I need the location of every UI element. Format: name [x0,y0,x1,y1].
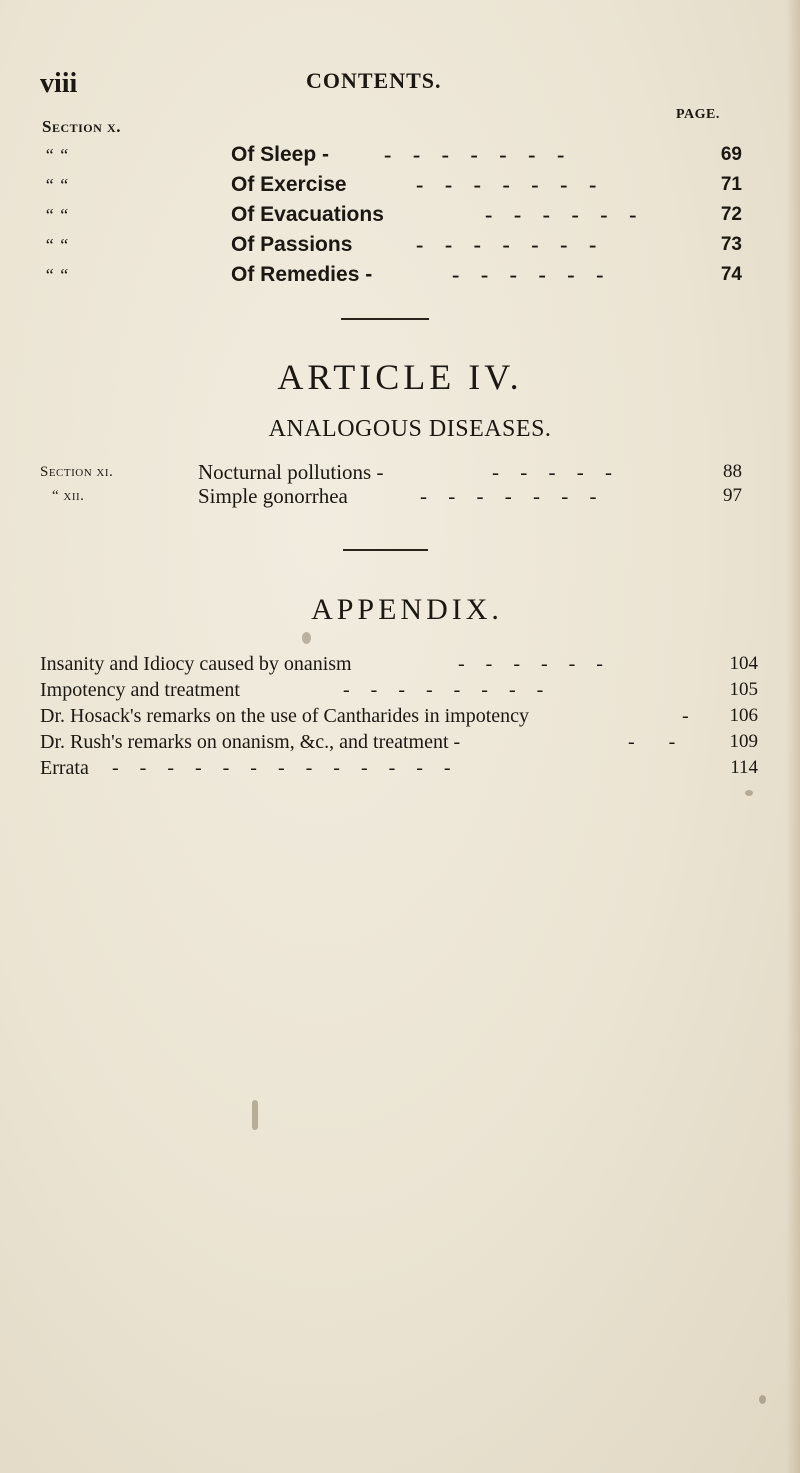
dot-leader: - [682,705,697,727]
paper-speck [302,632,311,644]
running-head: CONTENTS. [306,68,442,93]
page-column-label: PAGE. [676,107,720,122]
appendix-entry-title: Dr. Rush's remarks on onanism, &c., and treatment - [40,731,461,753]
toc-page-number: 97 [723,485,742,506]
toc-entry-title: Of Sleep - [231,143,330,166]
dot-leader: - - - - - - - [420,484,605,508]
ditto-marks: “ “ [44,145,69,165]
ditto-marks: “ “ [44,175,69,195]
ditto-marks: “ “ [44,235,69,255]
ditto-marks: “ “ [44,205,69,225]
paper-speck [252,1100,258,1130]
dot-leader: - - - - - - [452,262,612,287]
toc-entry [0,171,800,199]
toc-entry-title: Of Exercise [231,173,347,196]
article-heading: ARTICLE IV. [277,357,523,397]
dot-leader: - - [628,731,684,753]
section-label: “ xii. [52,488,85,504]
toc-entry [0,201,800,229]
appendix-heading: APPENDIX. [311,593,503,626]
dot-leader: - - - - - - - - [343,679,552,701]
section-label: Section xi. [40,464,114,480]
appendix-entry [40,651,760,677]
appendix-entry [40,729,760,755]
toc-entry [0,141,800,169]
appendix-page-number: 105 [729,679,758,700]
appendix-entry [40,703,760,729]
toc-entry-title: Of Remedies - [231,263,373,286]
toc-entry [0,482,800,510]
dot-leader: - - - - - - [458,653,611,675]
dot-leader: - - - - - - - [416,172,605,197]
section-divider [343,549,428,551]
appendix-page-number: 114 [730,757,758,778]
toc-page-number: 69 [720,144,742,165]
appendix-page-number: 106 [729,705,758,726]
toc-page-number: 72 [720,204,742,225]
toc-entry [0,261,800,289]
toc-entry-title: Simple gonorrhea [198,484,348,508]
paper-speck [759,1395,766,1404]
appendix-page-number: 104 [729,653,758,674]
paper-speck [745,790,753,796]
toc-page-number: 88 [723,461,742,482]
appendix-page-number: 109 [729,731,758,752]
appendix-entry-title: Impotency and treatment [40,679,240,701]
appendix-entry-title: Insanity and Idiocy caused by onanism [40,653,352,675]
toc-entry-title: Nocturnal pollutions - [198,460,384,484]
appendix-entry [40,755,760,781]
page-number: viii [40,68,78,99]
ditto-marks: “ “ [44,265,69,285]
dot-leader: - - - - - - - [416,232,605,257]
dot-leader: - - - - - - [485,202,645,227]
toc-page-number: 73 [720,234,742,255]
toc-page-number: 71 [720,174,742,195]
appendix-entry-title: Errata [40,757,89,779]
dot-leader: - - - - - - - - - - - - - [112,757,459,779]
article-subheading: ANALOGOUS DISEASES. [268,416,552,442]
appendix-entry-title: Dr. Hosack's remarks on the use of Cantharides in impotency [40,705,530,727]
toc-page-number: 74 [720,264,742,285]
toc-entry-title: Of Evacuations [231,203,384,226]
dot-leader: - - - - - - - [384,142,573,167]
appendix-entry [40,677,760,703]
section-label: Section x. [42,117,121,136]
toc-entry [0,231,800,259]
toc-entry-title: Of Passions [231,233,353,256]
dot-leader: - - - - - [492,460,620,484]
section-divider [341,318,429,320]
page-header [0,68,800,100]
